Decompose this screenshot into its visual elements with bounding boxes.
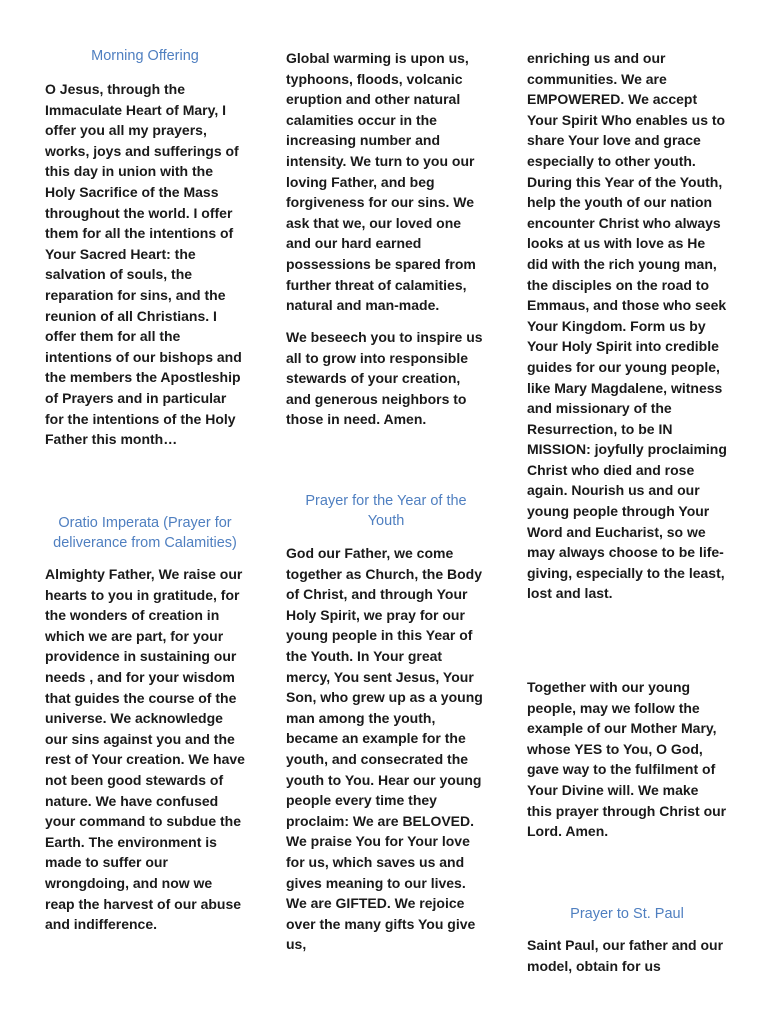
paragraph-morning-offering: O Jesus, through the Immaculate Heart of Mary, I offer you all my prayers, works, joys and sufferings of this day in union with the Holy Sacrifice of the Mass throughout the world. I offer them for all the intentions of Your Sacred Heart: the salvation of souls, the reparation for sins, and the reunion of all Christians. I offer them for all the intentions of our bishops and the members the Apostleship of Prayers and in particular for the intentions of the Holy Father this month… [45, 81, 242, 448]
paragraph-we-beseech: We beseech you to inspire us all to grow into responsible stewards of your creation, and generous neighbors to those in need. Amen. [286, 329, 483, 428]
paragraph-oratio-imperata: Almighty Father, We raise our hearts to you in gratitude, for the wonders of creation in which we are part, for your providence in sustaining our needs , and for your wisdom that guides the course of the universe. We acknowledge our sins against you and the rest of Your creation. We have not been good stewards of nature. We have confused your command to subdue the Earth. The environment is made to suffer our wrongdoing, and now we reap the harvest of our abuse and indifference. [45, 566, 245, 933]
paragraph-together: Together with our young people, may we follow the example of our Mother Mary, whose YES to You, O God, gave way to the fulfilment of Your Divine will. We make this prayer through Christ our Lord. Amen. [527, 679, 727, 840]
paragraph-global-warming: Global warming is upon us, typhoons, floods, volcanic eruption and other natural calamities occur in the increasing number and intensity. We turn to you our loving Father, and beg forgiveness for our sins. We ask that we, our loved one and our hard earned possessions be spared from further threat of calamities, natural and man-made. [286, 50, 476, 314]
paragraph-year-of-youth: God our Father, we come together as Church, the Body of Christ, and through Your Holy Spirit, we pray for our young people in this Year of the Youth. In Your great mercy, You sent Jesus, Your Son, who grew up as a young man among the youth, became an example for the youth, and consecrated the youth to You. Hear our young people every time they proclaim: We are BELOVED. We praise You for Your love for us, which saves us and gives meaning to our lives. We are GIFTED. We rejoice over the many gifts You give us, [286, 545, 483, 953]
heading-morning-offering: Morning Offering [91, 48, 199, 64]
paragraph-youth-continued: enriching us and our communities. We are EMPOWERED. We accept Your Spirit Who enables us to share Your love and grace especially to other youth. During this Year of the Youth, help the youth of our nation encounter Christ who always looks at us with love as He did with the rich young man, the disciples on the road to Emmaus, and those who seek Your Kingdom. Form us by Your Holy Spirit into credible guides for our young people, like Mary Magdalene, witness and missionary of the Resurrection, to be IN MISSION: joyfully proclaiming Christ who died and rose again. Nourish us and our young people through Your Word and Eucharist, so we may always choose to be life-giving, especially to the least, lost and last. [527, 50, 727, 602]
heading-oratio-imperata: Oratio Imperata (Prayer for deliverance from Calamities) [53, 515, 237, 551]
paragraph-st-paul: Saint Paul, our father and our model, obtain for us [527, 937, 724, 974]
heading-prayer-st-paul: Prayer to St. Paul [570, 906, 684, 922]
heading-year-of-youth: Prayer for the Year of the Youth [305, 493, 467, 529]
